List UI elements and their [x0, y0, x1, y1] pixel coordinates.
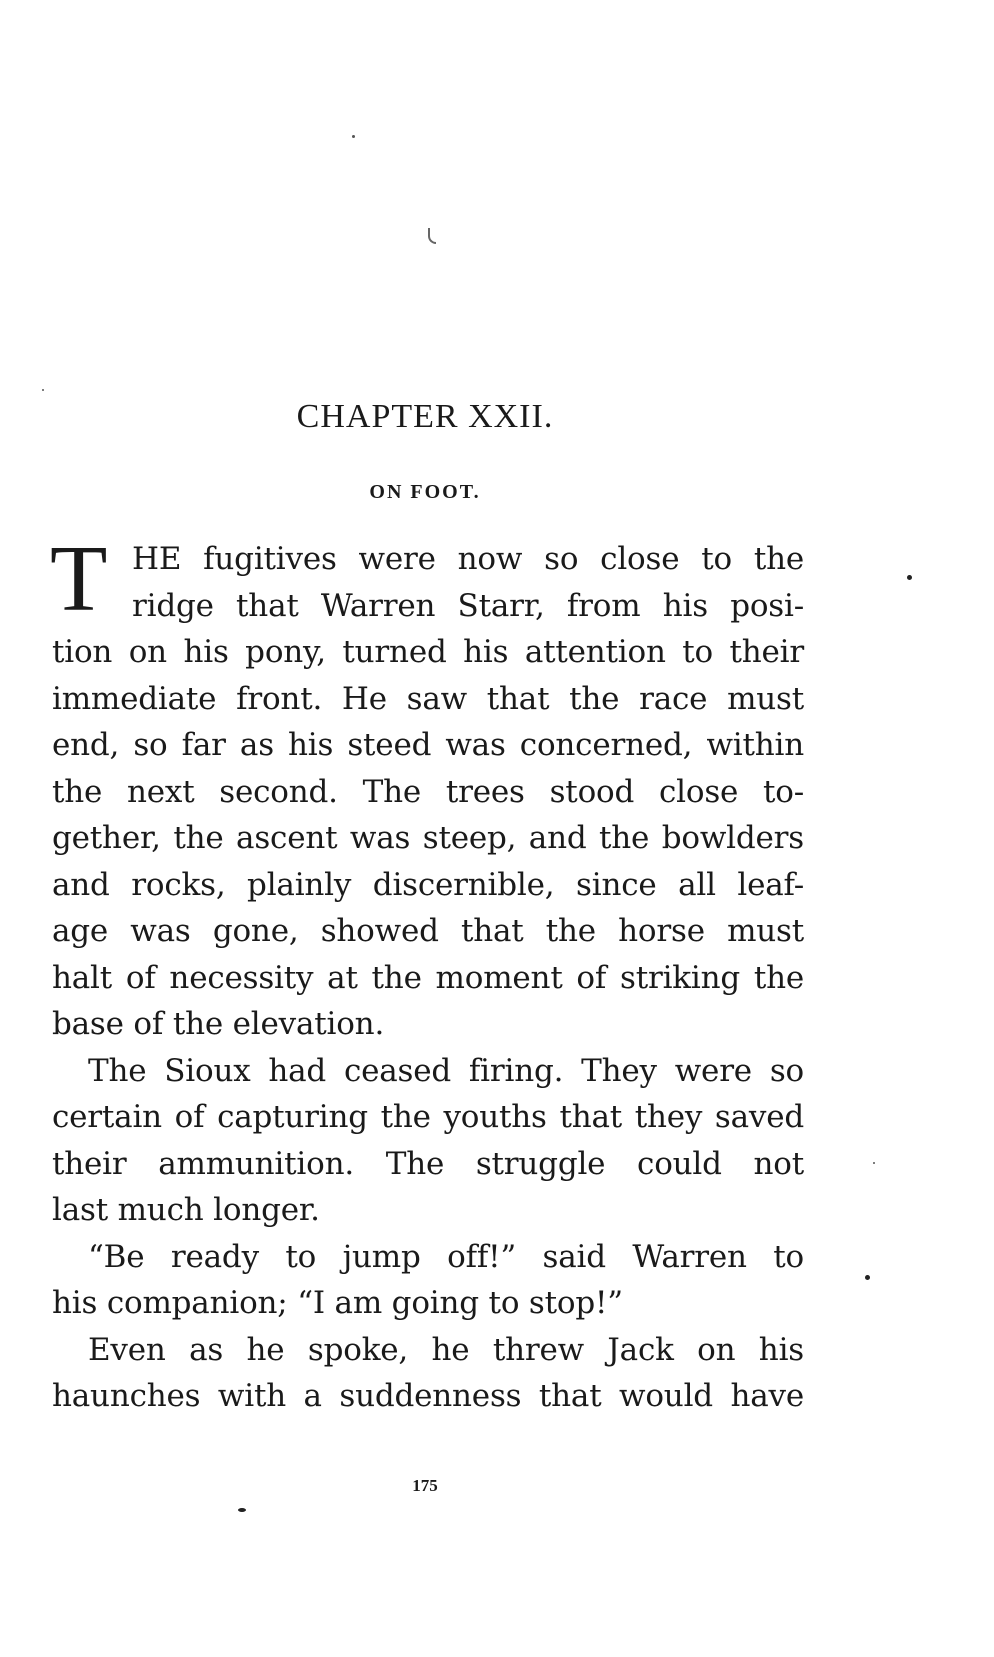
text-line: Even as he spoke, he threw Jack on his — [88, 1331, 804, 1368]
text-line: certain of capturing the youths that they saved — [52, 1099, 804, 1135]
text-line: end, so far as his steed was concerned, within — [52, 727, 804, 763]
body-text — [50, 527, 804, 1420]
print-speck — [865, 1275, 870, 1280]
text-line: halt of necessity at the moment of striking the — [52, 959, 804, 996]
text-line: base of the elevation. — [52, 1006, 385, 1042]
text-line: the next second. The trees stood close to- — [52, 773, 804, 810]
text-line: ridge that Warren Starr, from his posi- — [132, 587, 804, 624]
text-line: tion on his pony, turned his attention to their — [52, 634, 804, 670]
text-line: their ammunition. The struggle could not — [52, 1145, 804, 1182]
print-speck — [42, 389, 44, 391]
text-line: immediate front. He saw that the race must — [52, 680, 804, 717]
text-line: “Be ready to jump off!” said Warren to — [88, 1238, 804, 1275]
print-speck — [428, 228, 436, 244]
text-line: last much longer. — [52, 1192, 320, 1228]
text-line: age was gone, showed that the horse must — [52, 913, 804, 949]
text-line: gether, the ascent was steep, and the bowlders — [52, 820, 804, 856]
text-line: HE fugitives were now so close to the — [132, 541, 804, 577]
chapter-title: CHAPTER XXII. — [296, 398, 554, 435]
print-speck — [873, 1162, 875, 1164]
chapter-subtitle: ON FOOT. — [369, 481, 481, 503]
text-line: haunches with a suddenness that would have — [52, 1378, 804, 1414]
text-line: and rocks, plainly discernible, since all leaf- — [52, 866, 804, 903]
text-line: his companion; “I am going to stop!” — [52, 1285, 623, 1321]
page-number: 175 — [412, 1476, 438, 1495]
text-line: The Sioux had ceased firing. They were so — [88, 1052, 804, 1089]
print-speck — [352, 135, 355, 138]
drop-cap: T — [50, 527, 108, 631]
print-speck — [238, 1508, 246, 1512]
print-speck — [907, 575, 912, 580]
